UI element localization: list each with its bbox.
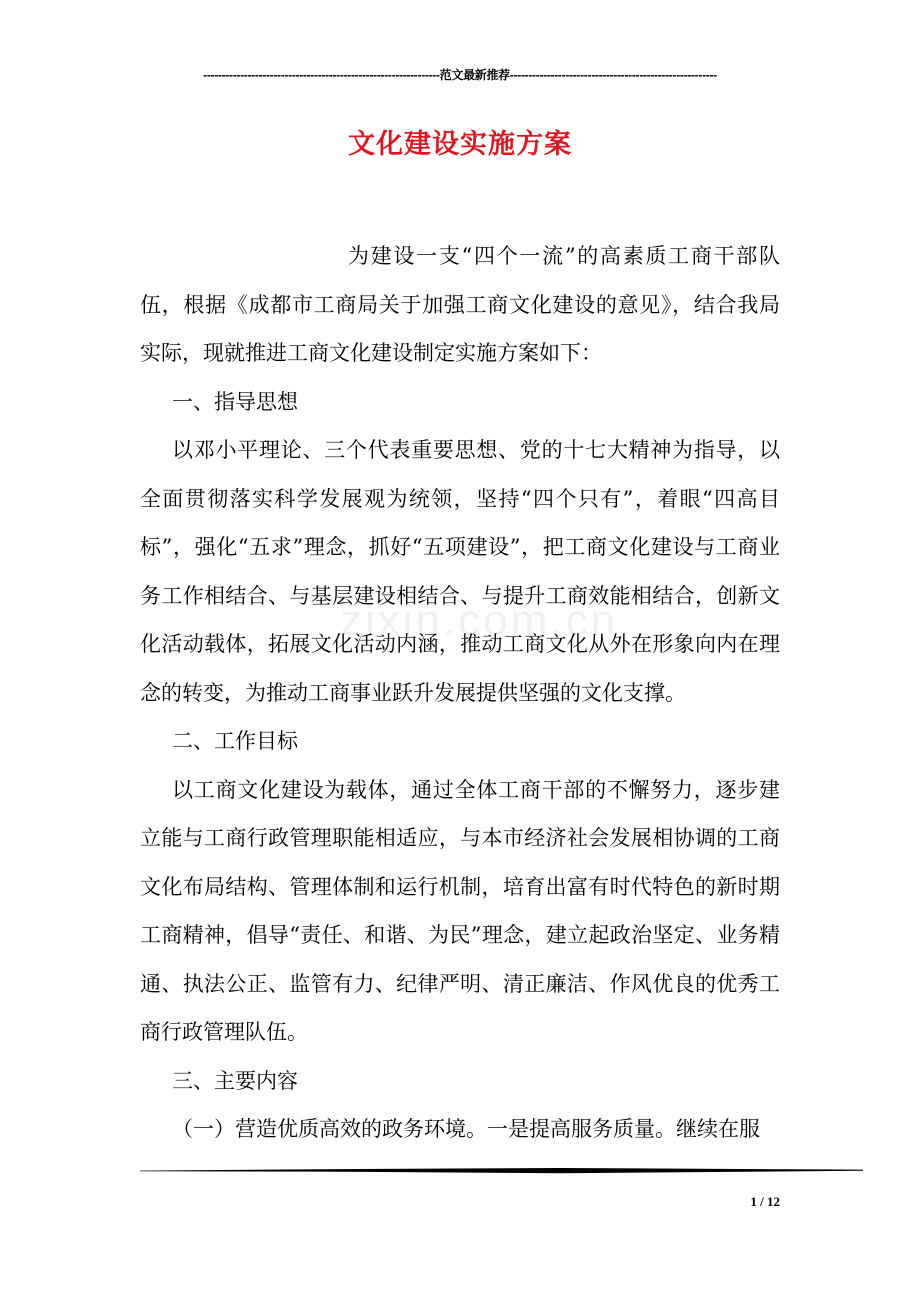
document-title: 文化建设实施方案 [348,129,572,160]
subsection-paragraph-government-environment: （一）营造优质高效的政务环境。一是提高服务质量。继续在服 [172,1117,760,1141]
header-banner: ----------------------------------------------------------------范文最新推荐-------------------------------------------------------- [203,68,717,82]
section-heading-guiding-ideology: 一、指导思想 [172,389,298,414]
body-paragraph-guiding-ideology: 以邓小平理论、三个代表重要思想、党的十七大精神为指导，以全面贯彻落实科学发展观为统领，坚持“四个只有”，着眼“四高目标”，强化“五求”理念，抓好“五项建设”，把工商文化建设与工商业务工作相结合、与基层建设相结合、与提升工商效能相结合，创新文化活动载体，拓展文化活动内涵，推动工商文化从外在形象向内在理念的转变，为推动工商事业跃升发展提供坚强的文化支撑。 [140,438,780,705]
footer-divider-shape [140,1168,863,1174]
body-paragraph-work-goals: 以工商文化建设为载体，通过全体工商干部的不懈努力，逐步建立能与工商行政管理职能相适应，与本市经济社会发展相协调的工商文化布局结构、管理体制和运行机制，培育出富有时代特色的新时期工商精神，倡导“责任、和谐、为民”理念，建立起政治坚定、业务精通、执法公正、监管有力、纪律严明、清正廉洁、作风优良的优秀工商行政管理队伍。 [140,777,780,1044]
section-heading-work-goals: 二、工作目标 [172,729,298,753]
document-body [140,232,780,1154]
footer-divider [140,1168,863,1174]
intro-paragraph: 为建设一支“四个一流”的高素质工商干部队伍，根据《成都市工商局关于加强工商文化建设的意见》，结合我局实际，现就推进工商文化建设制定实施方案如下： [140,244,780,365]
section-heading-main-content: 三、主要内容 [172,1068,298,1093]
page-number: 1 / 12 [750,1194,780,1209]
watermark-text: zixin.com.cn [340,596,619,645]
